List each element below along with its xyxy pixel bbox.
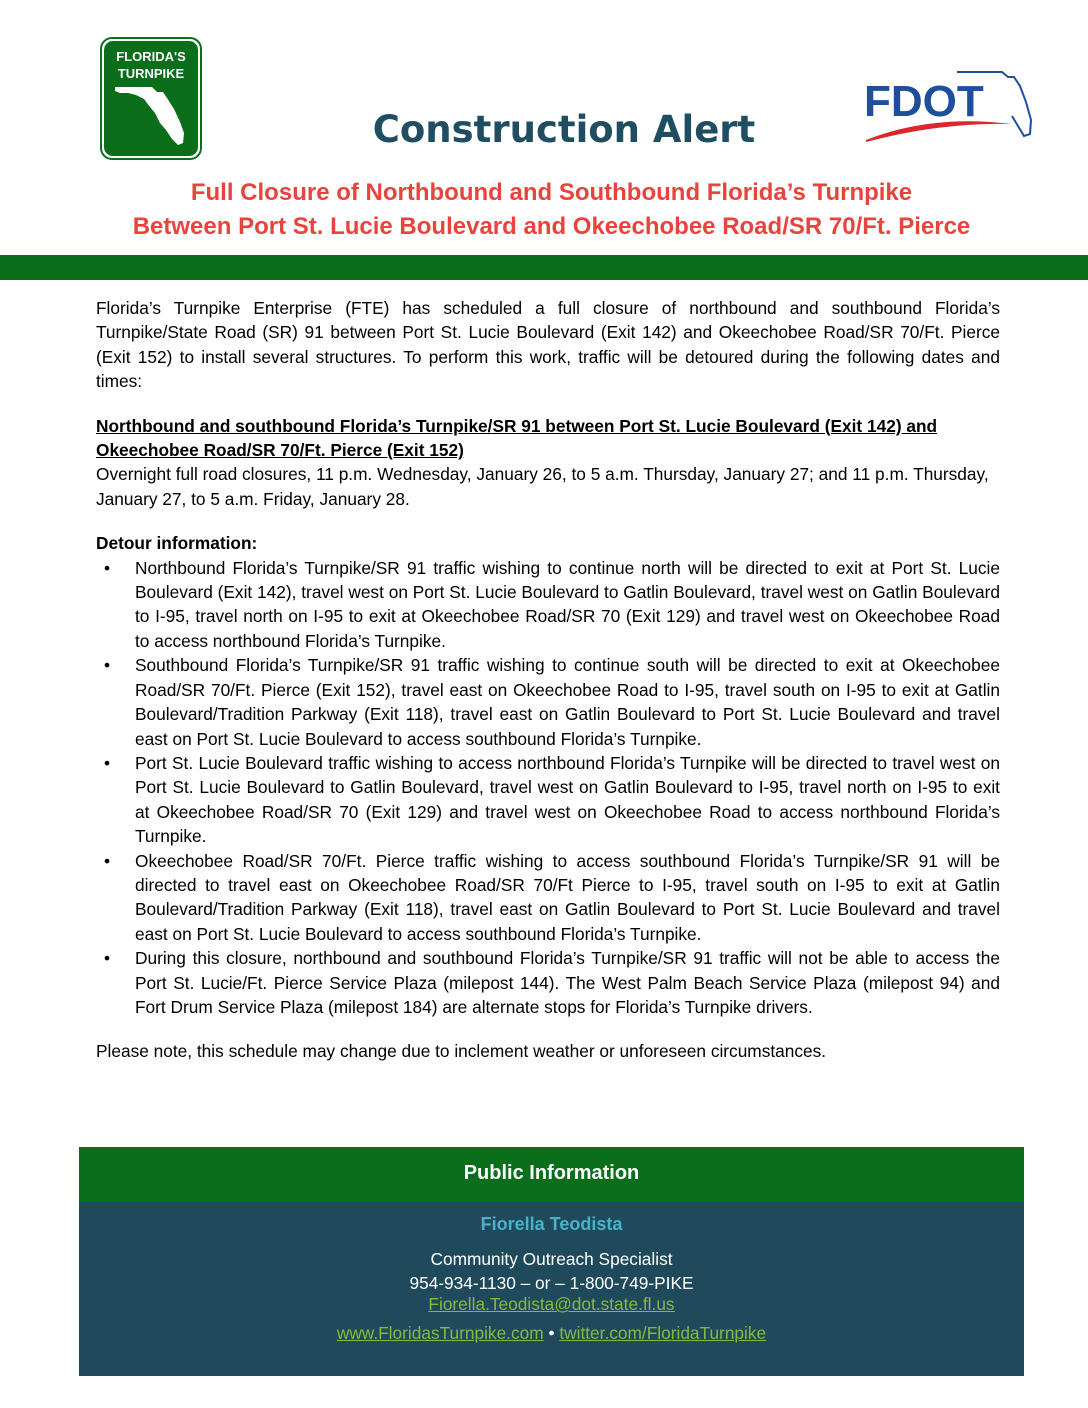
contact-details [79, 1247, 1024, 1295]
subtitle-line-2: Between Port St. Lucie Boulevard and Okeechobee Road/SR 70/Ft. Pierce [132, 213, 971, 240]
detour-item: • During this closure, northbound and southbound Florida’s Turnpike/SR 91 traffic will not be able to access the Port St. Lucie/Ft. Pierce Service Plaza (milepost 144). The West Palm Beach Service Plaza (milepost 94) and Fort Drum Service Plaza (milepost 184) are alternate stops for Florida’s Turnpike drivers. [96, 946, 1000, 1019]
subtitle-line-1: Full Closure of Northbound and Southbound Florida’s Turnpike [190, 179, 913, 206]
public-information-heading: Public Information [79, 1147, 1024, 1202]
detour-item: • Northbound Florida’s Turnpike/SR 91 traffic wishing to continue north will be directed to exit at Port St. Lucie Boulevard (Exit 142), travel west on Port St. Lucie Boulevard to Gatlin Boulevard, travel west on Gatlin Boulevard to I-95, travel north on I-95 to exit at Okeechobee Road/SR 70 (Exit 129) and travel west on Okeechobee Road to access northbound Florida’s Turnpike. [96, 556, 1000, 654]
closure-schedule: Overnight full road closures, 11 p.m. Wednesday, January 26, to 5 a.m. Thursday, January 27; and 11 p.m. Thursday, January 27, to 5 a.m. Friday, January 28. [96, 464, 989, 509]
website-link[interactable]: www.FloridasTurnpike.com [336, 1323, 544, 1343]
route-heading: Northbound and southbound Florida’s Turnpike/SR 91 between Port St. Lucie Boulevard (Exit 142) and Okeechobee Road/SR 70/Ft. Pierce (Exit 152) [96, 415, 938, 461]
fdot-logo-text: FDOT [864, 77, 984, 126]
link-separator: • [548, 1323, 555, 1343]
turnpike-logo-line2: TURNPIKE [117, 66, 185, 81]
turnpike-logo-line1: FLORIDA'S [116, 49, 186, 64]
contact-role: Community Outreach Specialist [430, 1249, 673, 1269]
detour-item: • Port St. Lucie Boulevard traffic wishing to access northbound Florida’s Turnpike will be directed to travel west on Port St. Lucie Boulevard to Gatlin Boulevard, travel west on Gatlin Boulevard to I-95, travel north on I-95 to exit at Okeechobee Road/SR 70 (Exit 129) and travel west on Okeechobee Road to access northbound Florida’s Turnpike. [96, 751, 1000, 849]
twitter-link[interactable]: twitter.com/FloridaTurnpike [559, 1323, 767, 1343]
intro-paragraph: Florida’s Turnpike Enterprise (FTE) has scheduled a full closure of northbound and southbound Florida’s Turnpike/State Road (SR) 91 between Port St. Lucie Boulevard (Exit 142) and Okeechobee Road/SR 70/Ft. Pierce (Exit 152) to install several structures. To perform this work, traffic will be detoured during the following dates and times: [96, 298, 1000, 392]
header-divider-bar [0, 255, 1088, 280]
page-title: Construction Alert [372, 108, 756, 151]
contact-name: Fiorella Teodista [480, 1214, 623, 1234]
contact-phone: 954-934-1130 – or – 1-800-749-PIKE [409, 1273, 694, 1293]
detour-list [96, 556, 1000, 1020]
contact-links-row [79, 1323, 1024, 1344]
detour-heading: Detour information: [96, 533, 258, 554]
contact-email-link[interactable]: Fiorella.Teodista@dot.state.fl.us [428, 1294, 675, 1314]
schedule-note: Please note, this schedule may change due to inclement weather or unforeseen circumstances. [96, 1041, 827, 1062]
detour-item: • Okeechobee Road/SR 70/Ft. Pierce traffic wishing to access southbound Florida’s Turnpike/SR 91 will be directed to travel east on Okeechobee Road/SR 70/Ft Pierce to I-95, travel south on I-95 to exit at Gatlin Boulevard/Tradition Parkway (Exit 118), travel east on Gatlin Boulevard to Port St. Lucie Boulevard and travel east on Port St. Lucie Boulevard to access southbound Florida’s Turnpike. [96, 849, 1000, 947]
contact-email-row [79, 1294, 1024, 1315]
public-information-panel [79, 1202, 1024, 1376]
detour-item: • Southbound Florida’s Turnpike/SR 91 traffic wishing to continue south will be directed to exit at Okeechobee Road/SR 70/Ft. Pierce (Exit 152), travel east on Okeechobee Road to I-95, travel south on I-95 to exit at Gatlin Boulevard/Tradition Parkway (Exit 118), travel east on Gatlin Boulevard to Port St. Lucie Boulevard and travel east on Port St. Lucie Boulevard to access southbound Florida’s Turnpike. [96, 653, 1000, 751]
alert-body [96, 296, 1000, 1064]
alert-subtitle [0, 176, 1088, 244]
